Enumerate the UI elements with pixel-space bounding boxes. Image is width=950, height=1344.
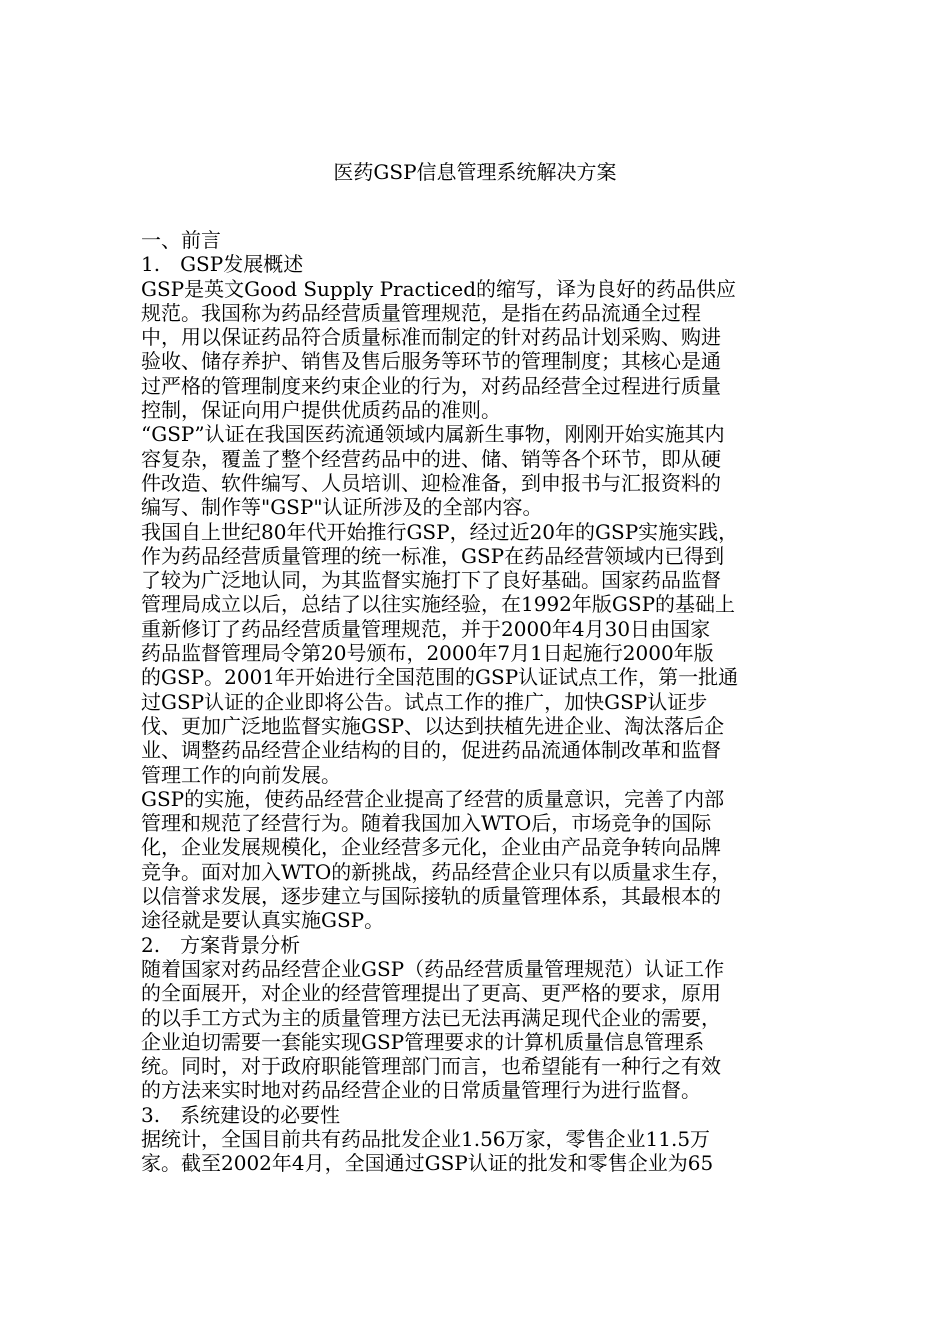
text-line: 管理和规范了经营行为。随着我国加入WTO后，市场竞争的国际 — [141, 811, 712, 836]
document-title: 医药GSP信息管理系统解决方案 — [333, 160, 617, 184]
text-line: 我国自上世纪80年代开始推行GSP，经过近20年的GSP实施实践， — [141, 519, 739, 544]
text-line: 企业迫切需要一套能实现GSP管理要求的计算机质量信息管理系 — [141, 1029, 705, 1054]
text-line: 伐、更加广泛地监督实施GSP、以达到扶植先进企业、淘汰落后企 — [141, 713, 725, 738]
text-line: 管理局成立以后，总结了以往实施经验，在1992年版GSP的基础上 — [141, 592, 736, 617]
text-line: 重新修订了药品经营质量管理规范，并于2000年4月30日由国家 — [141, 616, 711, 641]
text-line: 的方法来实时地对药品经营企业的日常质量管理行为进行监督。 — [141, 1078, 701, 1103]
text-line: 统。同时，对于政府职能管理部门而言，也希望能有一种行之有效 — [141, 1054, 721, 1079]
text-line: 的全面展开，对企业的经营管理提出了更高、更严格的要求，原用 — [141, 981, 721, 1006]
text-line: 业、调整药品经营企业结构的目的，促进药品流通体制改革和监督 — [141, 738, 721, 763]
text-line: 了较为广泛地认同，为其监督实施打下了良好基础。国家药品监督 — [141, 568, 721, 593]
text-line: 作为药品经营质量管理的统一标准，GSP在药品经营领域内已得到 — [141, 543, 725, 568]
text-line: 1. GSP发展概述 — [141, 252, 304, 277]
text-line: 药品监督管理局令第20号颁布，2000年7月1日起施行2000年版 — [141, 641, 714, 666]
text-line: 途径就是要认真实施GSP。 — [141, 908, 385, 933]
text-line: 中，用以保证药品符合质量标准而制定的针对药品计划采购、购进 — [141, 325, 721, 350]
text-line: 3. 系统建设的必要性 — [141, 1102, 341, 1127]
text-line: 管理工作的向前发展。 — [141, 762, 341, 787]
text-line: 竞争。面对加入WTO的新挑战，药品经营企业只有以质量求生存， — [141, 859, 732, 884]
text-line: 控制，保证向用户提供优质药品的准则。 — [141, 398, 501, 423]
text-line: 的以手工方式为主的质量管理方法已无法再满足现代企业的需要， — [141, 1005, 721, 1030]
text-line: “GSP”认证在我国医药流通领域内属新生事物，刚刚开始实施其内 — [141, 422, 725, 447]
text-line: 以信誉求发展，逐步建立与国际接轨的质量管理体系，其最根本的 — [141, 884, 721, 909]
text-line: 过GSP认证的企业即将公告。试点工作的推广，加快GSP认证步 — [141, 689, 708, 714]
text-line: 过严格的管理制度来约束企业的行为，对药品经营全过程进行质量 — [141, 373, 721, 398]
text-line: 随着国家对药品经营企业GSP（药品经营质量管理规范）认证工作 — [141, 956, 725, 981]
text-line: 一、前言 — [141, 228, 221, 252]
text-line: 2. 方案背景分析 — [141, 932, 301, 957]
text-line: 化，企业发展规模化，企业经营多元化，企业由产品竞争转向品牌 — [141, 835, 721, 860]
text-line: 编写、制作等"GSP"认证所涉及的全部内容。 — [141, 495, 543, 520]
text-line: 家。截至2002年4月，全国通过GSP认证的批发和零售企业为65 — [141, 1151, 714, 1176]
text-line: 的GSP。2001年开始进行全国范围的GSP认证试点工作，第一批通 — [141, 665, 739, 690]
text-line: GSP的实施，使药品经营企业提高了经营的质量意识，完善了内部 — [141, 786, 725, 811]
text-line: 据统计，全国目前共有药品批发企业1.56万家，零售企业11.5万 — [141, 1126, 711, 1151]
document-body — [141, 228, 801, 1176]
text-line: GSP是英文Good Supply Practiced的缩写，译为良好的药品供应 — [141, 276, 737, 301]
text-line: 件改造、软件编写、人员培训、迎检准备，到申报书与汇报资料的 — [141, 470, 721, 495]
text-line: 容复杂，覆盖了整个经营药品中的进、储、销等各个环节，即从硬 — [141, 446, 721, 471]
text-line: 验收、储存养护、销售及售后服务等环节的管理制度；其核心是通 — [141, 349, 721, 374]
text-line: 规范。我国称为药品经营质量管理规范，是指在药品流通全过程 — [141, 300, 701, 325]
